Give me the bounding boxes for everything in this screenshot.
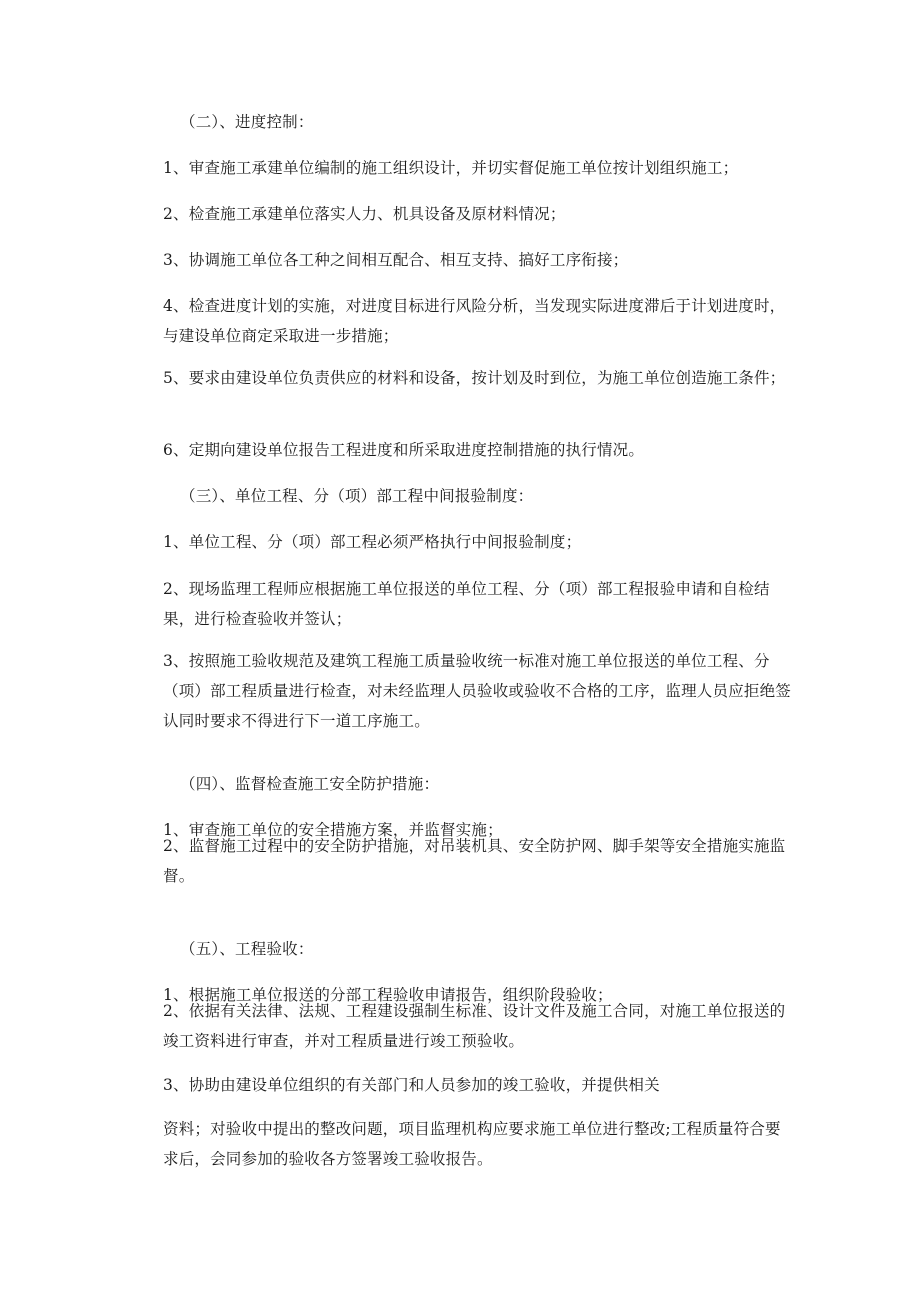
- list-item: 3、按照施工验收规范及建筑工程施工质量验收统一标准对施工单位报送的单位工程、分（项）部工程质量进行检查，对未经监理人员验收或验收不合格的工序，监理人员应拒绝签认同时要求不得进行下一道工序施工。: [163, 652, 792, 730]
- section-heading-safety: （四）、监督检查施工安全防护措施：: [180, 775, 440, 793]
- section-heading-progress: （二）、进度控制：: [180, 113, 314, 131]
- list-item: 1、根据施工单位报送的分部工程验收申请报告，组织阶段验收；: [163, 986, 613, 1004]
- list-item: 5、要求由建设单位负责供应的材料和设备，按计划及时到位，为施工单位创造施工条件；: [163, 369, 786, 387]
- list-item: 4、检查进度计划的实施，对进度目标进行风险分析，当发现实际进度滞后于计划进度时，与建设单位商定采取进一步措施；: [163, 297, 786, 345]
- list-item: 1、单位工程、分（项）部工程必须严格执行中间报验制度；: [163, 533, 582, 551]
- list-item: 2、监督施工过程中的安全防护措施，对吊装机具、安全防护网、脚手架等安全措施实施监督。: [163, 837, 786, 885]
- list-item: 2、依据有关法律、法规、工程建设强制生标准、设计文件及施工合同，对施工单位报送的竣工资料进行审查，并对工程质量进行竣工预验收。: [163, 1002, 786, 1050]
- list-item: 3、协助由建设单位组织的有关部门和人员参加的竣工验收，并提供相关: [163, 1076, 660, 1094]
- list-item: 1、审查施工单位的安全措施方案，并监督实施；: [163, 821, 503, 839]
- list-item: 2、检查施工承建单位落实人力、机具设备及原材料情况；: [163, 205, 566, 223]
- list-item: 2、现场监理工程师应根据施工单位报送的单位工程、分（项）部工程报验申请和自检结果，进行检查验收并签认；: [163, 580, 770, 628]
- section-heading-acceptance: （五）、工程验收：: [180, 940, 314, 958]
- section-heading-inspection: （三）、单位工程、分（项）部工程中间报验制度：: [180, 487, 534, 505]
- list-item: 1、审查施工承建单位编制的施工组织设计，并切实督促施工单位按计划组织施工；: [163, 159, 739, 177]
- list-item: 3、协调施工单位各工种之间相互配合、相互支持、搞好工序衔接；: [163, 251, 629, 269]
- continuation-paragraph: 资料；对验收中提出的整改问题，项目监理机构应要求施工单位进行整改;工程质量符合要求后，会同参加的验收各方签署竣工验收报告。: [163, 1120, 781, 1168]
- list-item: 6、定期向建设单位报告工程进度和所采取进度控制措施的执行情况。: [163, 441, 645, 459]
